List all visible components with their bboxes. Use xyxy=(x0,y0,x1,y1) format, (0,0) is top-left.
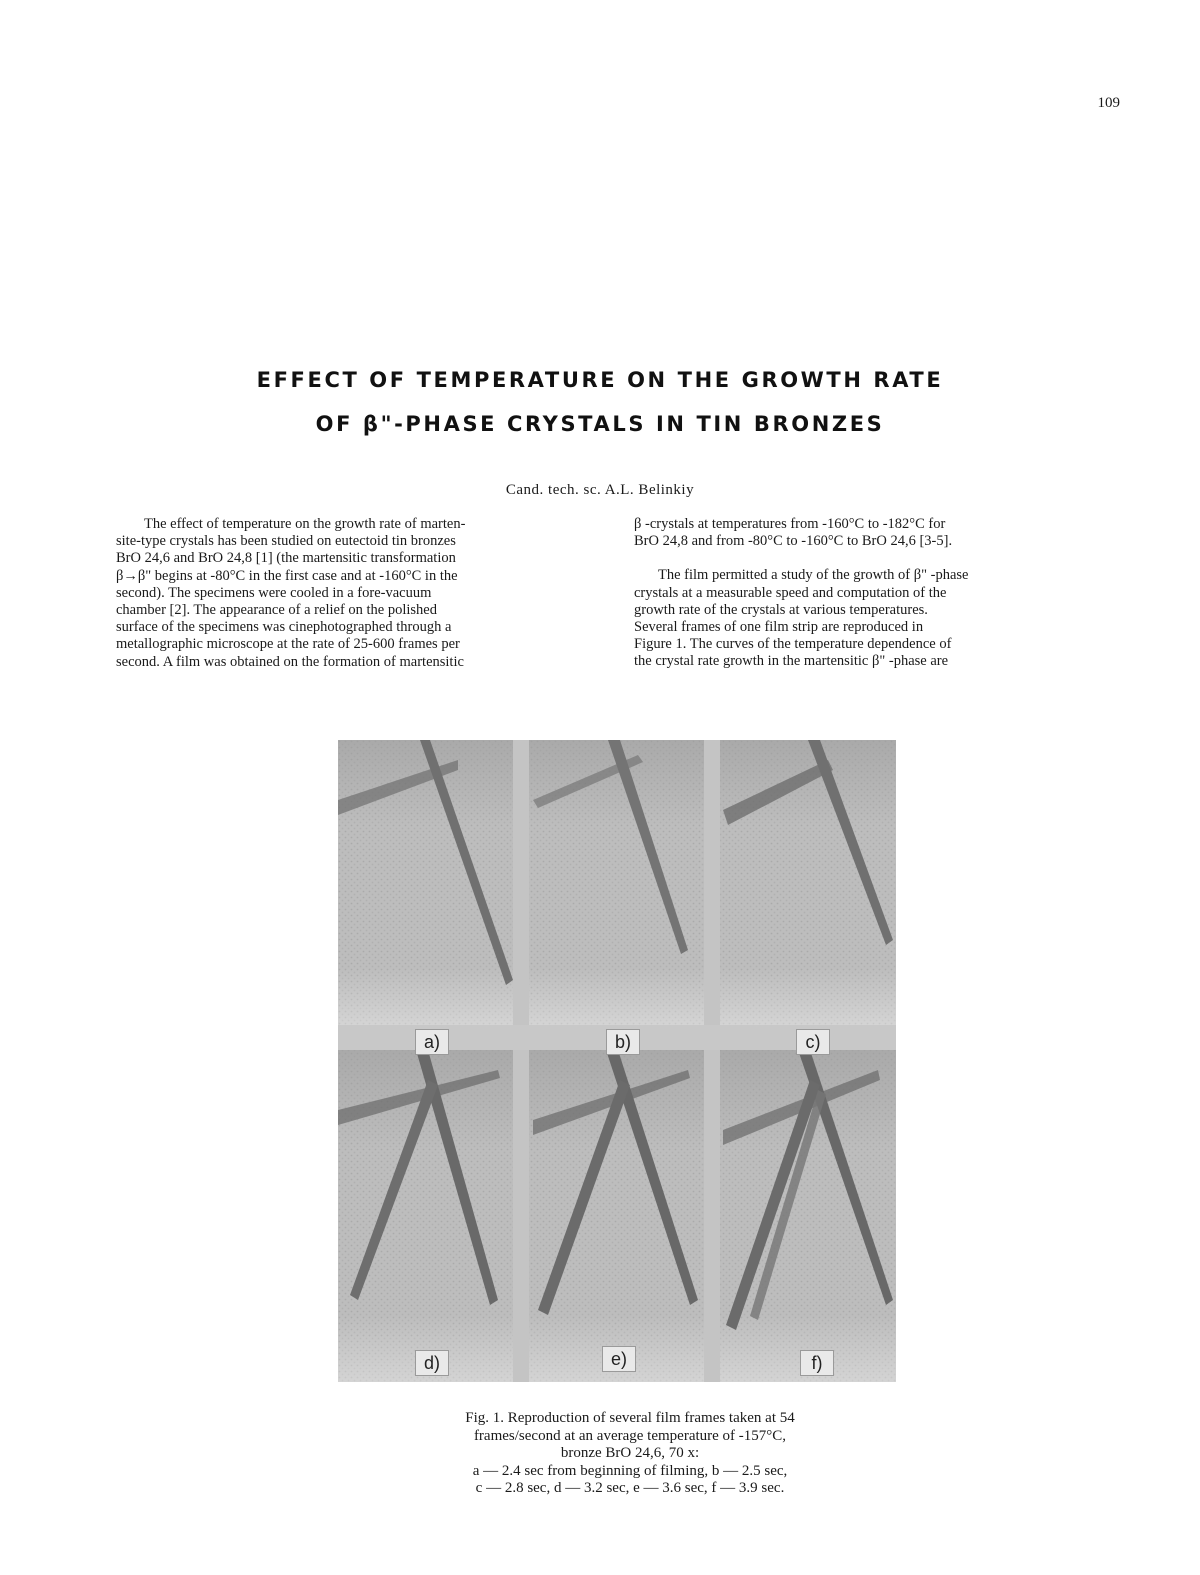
paragraph-2 xyxy=(634,567,1088,670)
frame-c xyxy=(720,740,896,1025)
text-line: BrO 24,8 and from -80°C to -160°C to BrO 24,6 [3-5]. xyxy=(634,533,953,550)
text-line: β→β" begins at -80°C in the first case and at -160°C in the xyxy=(116,567,458,584)
body-column-left xyxy=(116,516,602,671)
frame-separator xyxy=(513,740,529,1382)
text-line: site-type crystals has been studied on eutectoid tin bronzes xyxy=(116,533,456,550)
text-line: BrO 24,6 and BrO 24,8 [1] (the martensitic transformation xyxy=(116,550,456,567)
frame-label-a: a) xyxy=(415,1029,449,1055)
paper-title xyxy=(180,358,1020,446)
figure-caption xyxy=(380,1410,880,1498)
film-frames-image xyxy=(338,740,896,1382)
frame-a xyxy=(338,740,513,1025)
page-number: 109 xyxy=(1097,95,1120,111)
frame-separator xyxy=(704,740,720,1382)
frame-label-b: b) xyxy=(606,1029,640,1055)
frame-b xyxy=(529,740,704,1025)
paragraph-1 xyxy=(116,516,602,671)
text-line: second. A film was obtained on the formation of martensitic xyxy=(116,653,464,670)
text-line: The film permitted a study of the growth of β" -phase xyxy=(658,567,969,584)
caption-line: frames/second at an average temperature of -157°C, xyxy=(473,1427,787,1444)
frame-label-f: f) xyxy=(800,1350,834,1376)
paragraph-continuation xyxy=(634,516,1088,550)
caption-line: c — 2.8 sec, d — 3.2 sec, e — 3.6 sec, f — 3.9 sec. xyxy=(475,1480,785,1496)
text-line: second). The specimens were cooled in a fore-vacuum xyxy=(116,584,432,601)
body-column-right xyxy=(634,516,1088,671)
frame-label-e: e) xyxy=(602,1346,636,1372)
text-line: the crystal rate growth in the martensitic β" -phase are xyxy=(634,653,949,670)
title-line-1: EFFECT OF TEMPERATURE ON THE GROWTH RATE xyxy=(256,368,944,392)
text-line: chamber [2]. The appearance of a relief on the polished xyxy=(116,602,437,619)
text-line: β -crystals at temperatures from -160°C to -182°C for xyxy=(634,516,946,532)
text-line: crystals at a measurable speed and computation of the xyxy=(634,584,947,601)
text-line: surface of the specimens was cinephotographed through a xyxy=(116,619,452,636)
figure-film-frames xyxy=(338,740,896,1382)
frame-e xyxy=(529,1050,704,1382)
caption-line: a — 2.4 sec from beginning of filming, b — 2.5 sec, xyxy=(472,1462,788,1479)
text-line: metallographic microscope at the rate of 25-600 frames per xyxy=(116,636,460,653)
caption-line: bronze BrO 24,6, 70 x: xyxy=(560,1445,700,1461)
frame-f xyxy=(720,1050,896,1382)
frame-d xyxy=(338,1050,513,1382)
frame-label-d: d) xyxy=(415,1350,449,1376)
text-line: Figure 1. The curves of the temperature dependence of xyxy=(634,636,952,653)
frame-label-c: c) xyxy=(796,1029,830,1055)
text-line: The effect of temperature on the growth rate of marten- xyxy=(144,516,466,532)
author-line: Cand. tech. sc. A.L. Belinkiy xyxy=(505,482,695,498)
caption-line: Fig. 1. Reproduction of several film frames taken at 54 xyxy=(465,1410,795,1426)
title-line-2: OF β"-PHASE CRYSTALS IN TIN BRONZES xyxy=(315,412,885,436)
text-line: growth rate of the crystals at various temperatures. xyxy=(634,601,928,618)
text-line: Several frames of one film strip are reproduced in xyxy=(634,619,924,636)
